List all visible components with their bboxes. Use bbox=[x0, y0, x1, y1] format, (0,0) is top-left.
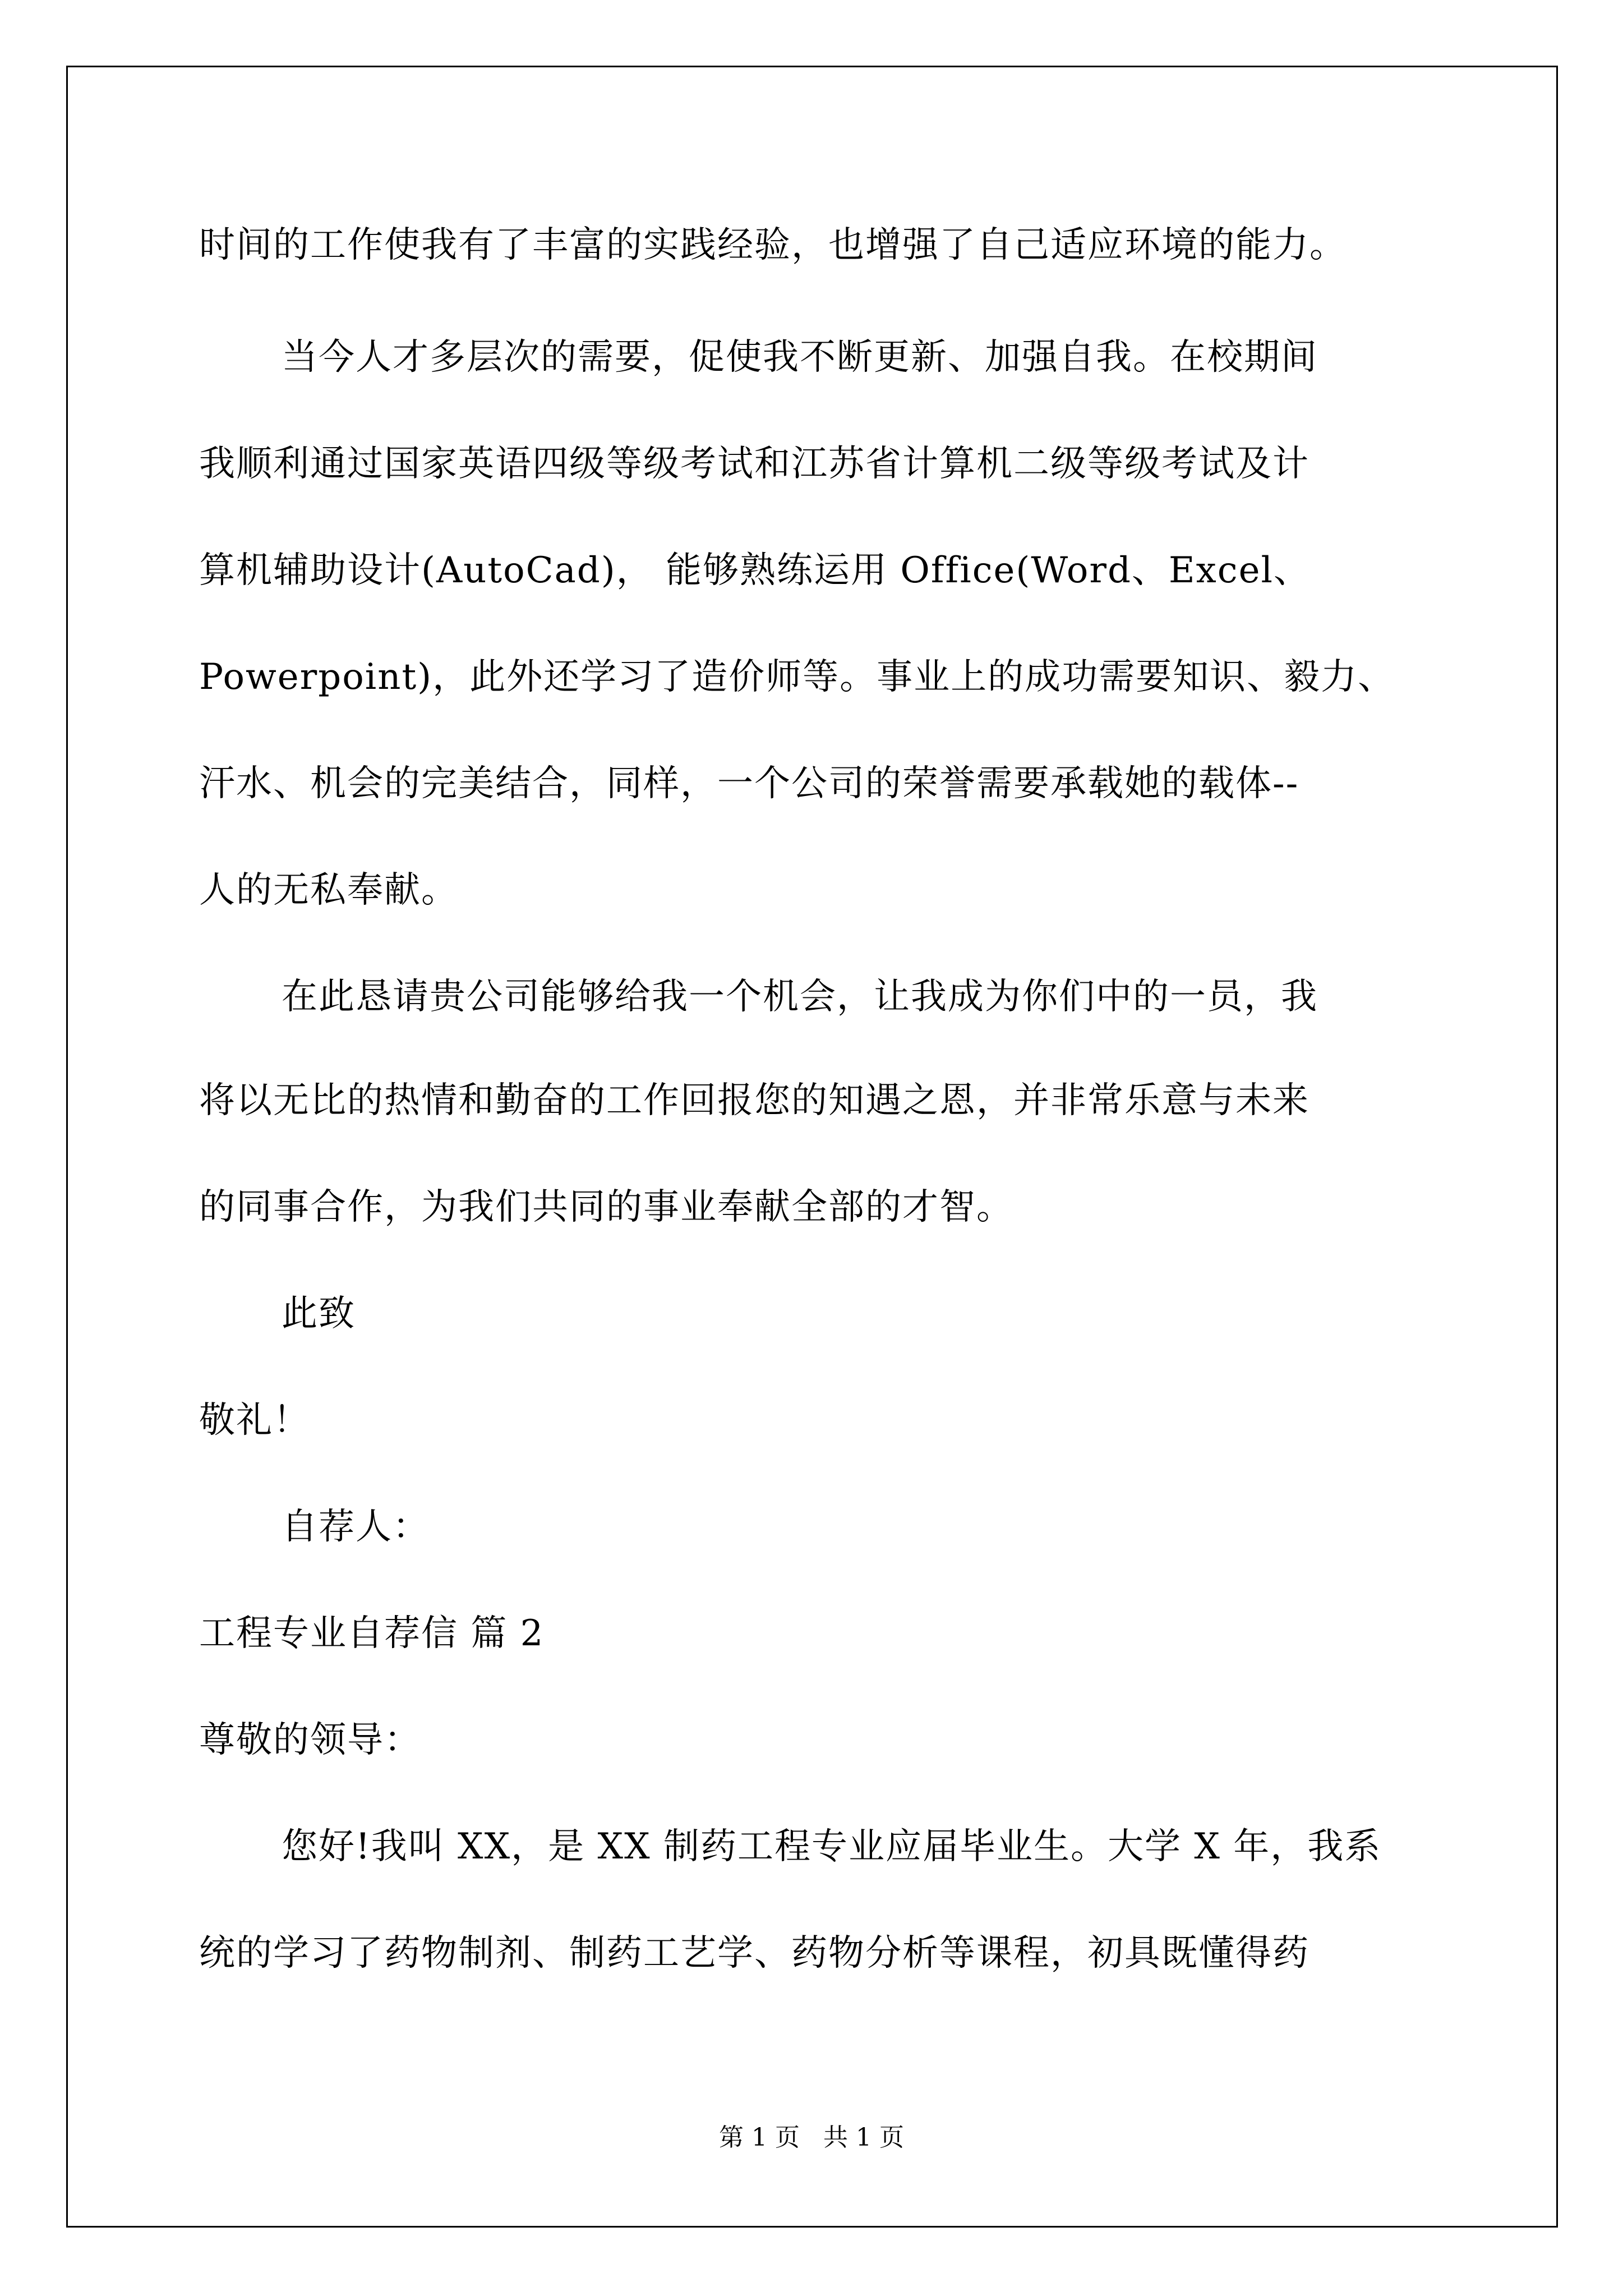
body-line-6: 汗水、机会的完美结合，同样，一个公司的荣誉需要承载她的载体-- bbox=[199, 763, 1299, 804]
letter-greeting: 尊敬的领导： bbox=[199, 1719, 421, 1761]
closing-regards: 敬礼！ bbox=[199, 1400, 310, 1441]
body-line-2: 当今人才多层次的需要，促使我不断更新、加强自我。在校期间 bbox=[282, 337, 1318, 378]
body-line-5: Powerpoint)，此外还学习了造价师等。事业上的成功需要知识、毅力、 bbox=[199, 656, 1395, 698]
body-line-16: 您好!我叫 XX，是 XX 制药工程专业应届毕业生。大学 X 年，我系 bbox=[282, 1826, 1382, 1867]
body-line-1: 时间的工作使我有了丰富的实践经验，也增强了自己适应环境的能力。 bbox=[199, 224, 1347, 266]
body-line-17: 统的学习了药物制剂、制药工艺学、药物分析等课程，初具既懂得药 bbox=[199, 1932, 1310, 1974]
body-line-7: 人的无私奉献。 bbox=[199, 869, 458, 911]
body-line-4: 算机辅助设计(AutoCad)， 能够熟练运用 Office(Word、Excel、 bbox=[199, 550, 1311, 591]
closing-salutation: 此致 bbox=[282, 1293, 356, 1335]
page-border bbox=[66, 66, 1558, 2228]
section-heading: 工程专业自荐信 篇 2 bbox=[199, 1613, 545, 1654]
body-line-9: 将以无比的热情和勤奋的工作回报您的知遇之恩，并非常乐意与未来 bbox=[199, 1080, 1310, 1121]
body-line-8: 在此恳请贵公司能够给我一个机会，让我成为你们中的一员，我 bbox=[282, 976, 1318, 1018]
body-line-3: 我顺利通过国家英语四级等级考试和江苏省计算机二级等级考试及计 bbox=[199, 443, 1310, 485]
signature-label: 自荐人： bbox=[282, 1506, 430, 1548]
page-number-footer: 第 1 页 共 1 页 bbox=[719, 2123, 904, 2152]
body-line-10: 的同事合作，为我们共同的事业奉献全部的才智。 bbox=[199, 1186, 1013, 1228]
